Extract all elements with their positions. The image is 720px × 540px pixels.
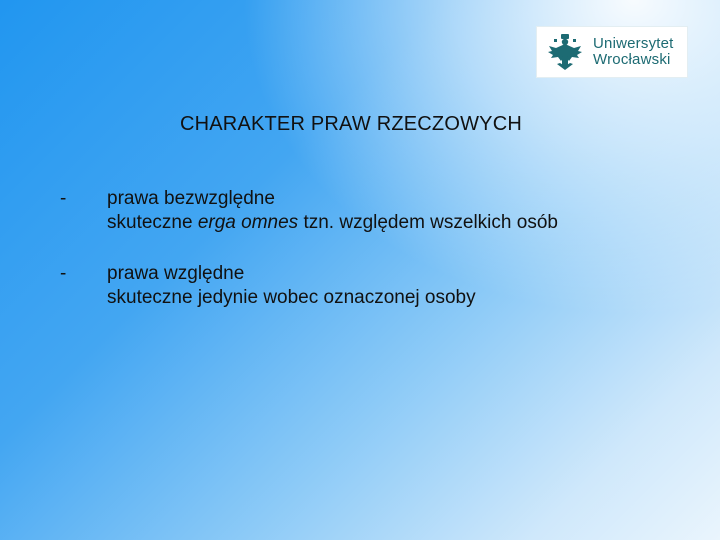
university-logo [536,26,688,78]
list-item-heading: prawa bezwzględne [107,188,275,209]
list-item-description [107,211,558,235]
logo-line-1: Uniwersytet [593,35,674,52]
logo-line-2: Wrocławski [593,51,671,68]
description-italic-term: erga omnes [197,212,299,233]
list-item-content [107,262,476,310]
logo-wordmark [593,36,674,68]
list-item-description: skuteczne jedynie wobec oznaczonej osoby [107,287,476,308]
list-bullet: - [60,263,67,284]
university-crest-icon [543,30,587,74]
list-item-content [107,187,558,235]
description-prefix: skuteczne [107,212,198,233]
description-suffix: tzn. względem wszelkich osób [298,212,558,233]
list-bullet: - [60,188,67,209]
slide-title: CHARAKTER PRAW RZECZOWYCH [179,113,523,135]
list-item-heading: prawa względne [107,263,245,284]
